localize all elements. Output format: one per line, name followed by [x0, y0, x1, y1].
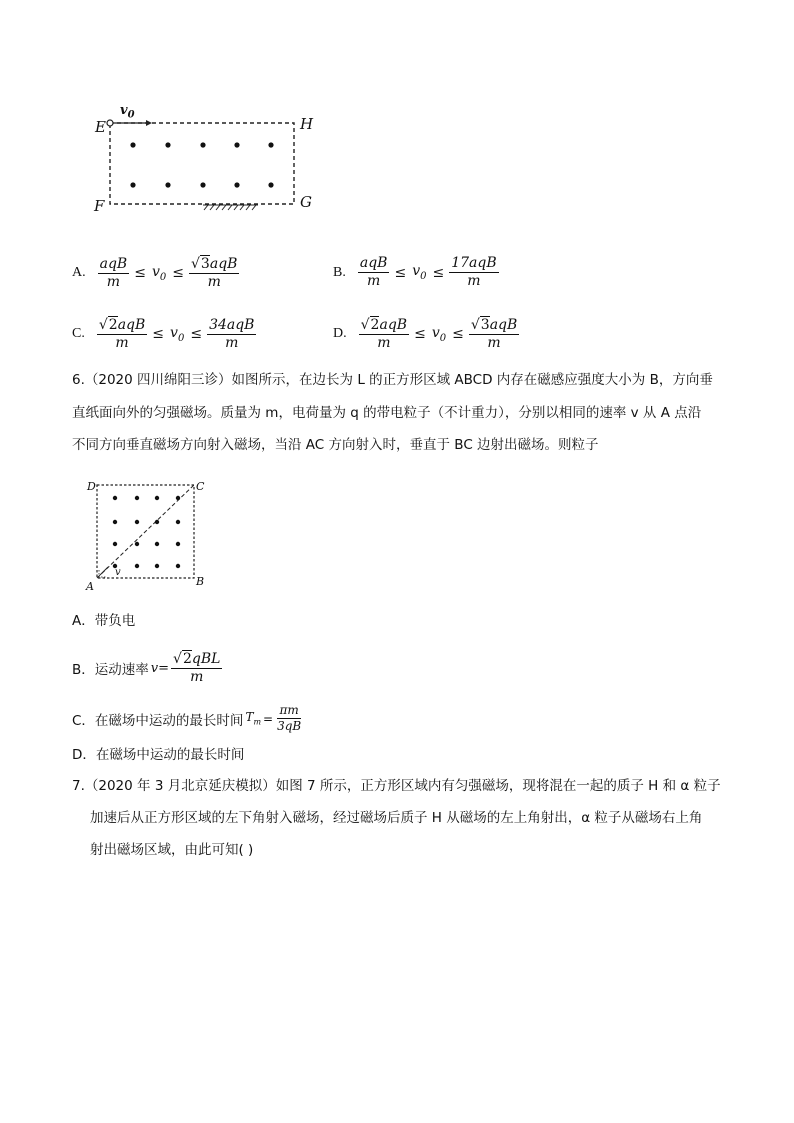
- field-dots: [130, 142, 273, 187]
- label-f: F: [94, 197, 105, 215]
- field-dots-2: [113, 496, 180, 568]
- q6-line-2: 直纸面向外的匀强磁场。质量为 m，电荷量为 q 的带电粒子（不计重力），分别以相同的速率 v 从 A 点沿: [72, 405, 702, 421]
- label-e: E: [95, 118, 106, 136]
- label-d: D: [87, 480, 96, 493]
- label-v: v: [115, 567, 121, 578]
- option-6a: A．带负电: [72, 613, 136, 629]
- option-6b: B．运动速率 v= $\frac{\text{√2qBL}}{m}$: [72, 651, 221, 685]
- q7-line-2: 加速后从正方形区域的左下角射入磁场，经过磁场后质子 H 从磁场的左上角射出，α 粒子从磁场右上角: [90, 810, 703, 826]
- label-v0: $v_0$: [120, 103, 135, 121]
- q6-line-3: 不同方向垂直磁场方向射入磁场，当沿 AC 方向射入时，垂直于 BC 边射出磁场。则粒子: [72, 437, 599, 453]
- option-5b: B. $\frac{\text{aqB}}{m}$ ≤ $v_0$ ≤ $\frac{\text{17aqB}}{m}$: [333, 255, 497, 289]
- label-g: G: [300, 193, 312, 211]
- label-c: C: [196, 480, 205, 493]
- label-b: B: [196, 575, 205, 588]
- q6-line-1: 6.（2020 四川绵阳三诊）如图所示，在边长为 L 的正方形区域 ABCD 内存在磁感应强度大小为 B，方向垂: [72, 372, 713, 388]
- option-5c: C. $\frac{\text{√2aqB}}{m}$ ≤ $v_0$ ≤ $\frac{\text{34aqB}}{m}$: [72, 316, 255, 351]
- label-a: A: [86, 580, 94, 593]
- option-5d: D. $\frac{\text{√2aqB}}{m}$ ≤ $v_0$ ≤ $\frac{\text{√3aqB}}{m}$: [333, 317, 518, 351]
- option-6c: C．在磁场中运动的最长时间 $T_m$ = $\frac{\pi m}{3qB}$: [72, 703, 302, 733]
- entry-point-e: [107, 120, 113, 126]
- label-h: H: [300, 115, 314, 133]
- figure-square-field: [84, 478, 214, 590]
- q7-line-1: 7.（2020 年 3 月北京延庆模拟）如图 7 所示，正方形区域内有匀强磁场，现将混在一起的质子 H 和 α 粒子: [72, 778, 721, 794]
- option-5a: A. $\frac{\text{aqB}}{m}$ ≤ $v_0$ ≤ $\frac{\text{√3aqB}}{m}$: [72, 255, 238, 290]
- option-6d: D．在磁场中运动的最长时间: [72, 747, 245, 763]
- q7-line-3: 射出磁场区域，由此可知( ): [90, 842, 254, 858]
- hatching: [203, 205, 258, 210]
